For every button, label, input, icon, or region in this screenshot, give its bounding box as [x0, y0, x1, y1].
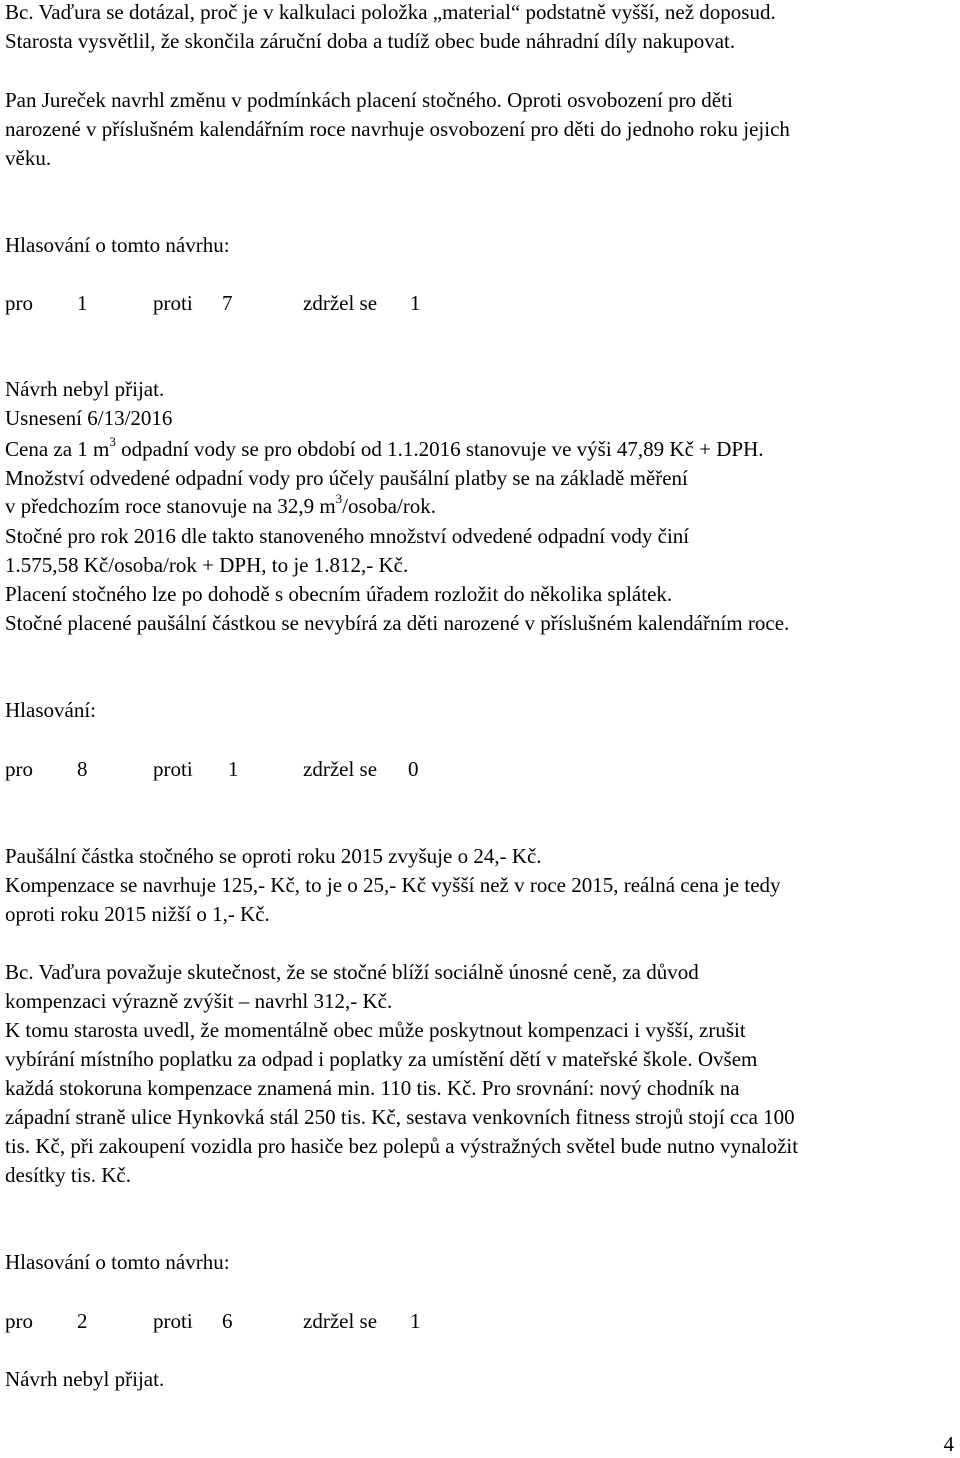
vote-3-proti-label: proti	[153, 1309, 193, 1333]
paragraph-4-line-6: západní straně ulice Hynkovká stál 250 tis. Kč, sestava venkovních fitness strojů stojí cca 100	[5, 1105, 795, 1129]
resolution-line-6: Placení stočného lze po dohodě s obecním úřadem rozložit do několika splátek.	[5, 582, 673, 606]
paragraph-4-line-5: každá stokoruna kompenzace znamená min. 110 tis. Kč. Pro srovnání: nový chodník na	[5, 1076, 740, 1100]
vote-2-zdrzel-label: zdržel se	[303, 757, 378, 781]
vote-1-zdrzel-label: zdržel se	[303, 291, 378, 315]
resolution-line-3-superscript: 3	[335, 491, 343, 506]
resolution-title: Usnesení 6/13/2016	[5, 406, 173, 430]
vote-3-zdrzel-value: 1	[410, 1309, 421, 1333]
vote-1-heading: Hlasování o tomto návrhu:	[5, 233, 230, 257]
paragraph-4-line-3: K tomu starosta uvedl, že momentálně obec může poskytnout kompenzaci i vyšší, zrušit	[5, 1018, 746, 1042]
resolution-line-3-part-a: v předchozím roce stanovuje na 32,9 m	[5, 494, 336, 518]
vote-3-heading: Hlasování o tomto návrhu:	[5, 1250, 230, 1274]
vote-1-zdrzel-value: 1	[410, 291, 421, 315]
paragraph-3-line-3: oproti roku 2015 nižší o 1,- Kč.	[5, 902, 270, 926]
resolution-line-1	[5, 434, 764, 462]
vote-1-pro-label: pro	[5, 291, 33, 315]
vote-2-proti-value: 1	[228, 757, 239, 781]
vote-3-result: Návrh nebyl přijat.	[5, 1367, 165, 1391]
resolution-line-2: Množství odvedené odpadní vody pro účely paušální platby se na základě měření	[5, 466, 688, 490]
vote-2-pro-value: 8	[77, 757, 88, 781]
resolution-line-7: Stočné placené paušální částkou se nevybírá za děti narozené v příslušném kalendářním roce.	[5, 611, 790, 635]
paragraph-4-line-2: kompenzaci výrazně zvýšit – navrhl 312,- Kč.	[5, 989, 393, 1013]
resolution-line-3-part-b: /osoba/rok.	[342, 494, 437, 518]
vote-2-pro-label: pro	[5, 757, 33, 781]
paragraph-4-line-7: tis. Kč, při zakoupení vozidla pro hasiče bez polepů a výstražných světel bude nutno vynaložit	[5, 1134, 799, 1158]
vote-2-heading: Hlasování:	[5, 698, 96, 722]
paragraph-4-line-8: desítky tis. Kč.	[5, 1163, 131, 1187]
resolution-line-4: Stočné pro rok 2016 dle takto stanoveného množství odvedené odpadní vody činí	[5, 524, 690, 548]
vote-1-proti-value: 7	[222, 291, 233, 315]
resolution-line-1-superscript: 3	[109, 434, 116, 449]
page-number: 4	[943, 1432, 954, 1456]
vote-3-proti-value: 6	[222, 1309, 233, 1333]
paragraph-2-line-2: narozené v příslušném kalendářním roce navrhuje osvobození pro děti do jednoho roku jejich	[5, 117, 790, 141]
vote-1-result: Návrh nebyl přijat.	[5, 377, 165, 401]
vote-2-zdrzel-value: 0	[408, 757, 419, 781]
paragraph-4-line-4: vybírání místního poplatku za odpad i poplatky za umístění dětí v mateřské škole. Ovšem	[5, 1047, 758, 1071]
paragraph-1-line-1: Bc. Vaďura se dotázal, proč je v kalkulaci položka „material“ podstatně vyšší, než doposud.	[5, 0, 776, 24]
vote-1-pro-value: 1	[77, 291, 88, 315]
vote-3-pro-label: pro	[5, 1309, 33, 1333]
resolution-line-1-part-b: odpadní vody se pro období od 1.1.2016 stanovuje ve výši 47,89 Kč + DPH.	[115, 437, 764, 461]
vote-1-proti-label: proti	[153, 291, 193, 315]
paragraph-1-line-2: Starosta vysvětlil, že skončila záruční doba a tudíž obec bude náhradní díly nakupovat.	[5, 29, 736, 53]
paragraph-3-line-2: Kompenzace se navrhuje 125,- Kč, to je o 25,- Kč vyšší než v roce 2015, reálná cena je tedy	[5, 873, 781, 897]
paragraph-2-line-3: věku.	[5, 146, 52, 170]
resolution-line-3	[5, 491, 437, 519]
paragraph-4-line-1: Bc. Vaďura považuje skutečnost, že se stočné blíží sociálně únosné ceně, za důvod	[5, 960, 699, 984]
resolution-line-5: 1.575,58 Kč/osoba/rok + DPH, to je 1.812,- Kč.	[5, 553, 409, 577]
vote-3-zdrzel-label: zdržel se	[303, 1309, 378, 1333]
paragraph-3-line-1: Paušální částka stočného se oproti roku 2015 zvyšuje o 24,- Kč.	[5, 844, 542, 868]
resolution-line-1-part-a: Cena za 1 m	[5, 437, 110, 461]
vote-2-proti-label: proti	[153, 757, 193, 781]
paragraph-2-line-1: Pan Jureček navrhl změnu v podmínkách placení stočného. Oproti osvobození pro děti	[5, 88, 733, 112]
vote-3-pro-value: 2	[77, 1309, 88, 1333]
